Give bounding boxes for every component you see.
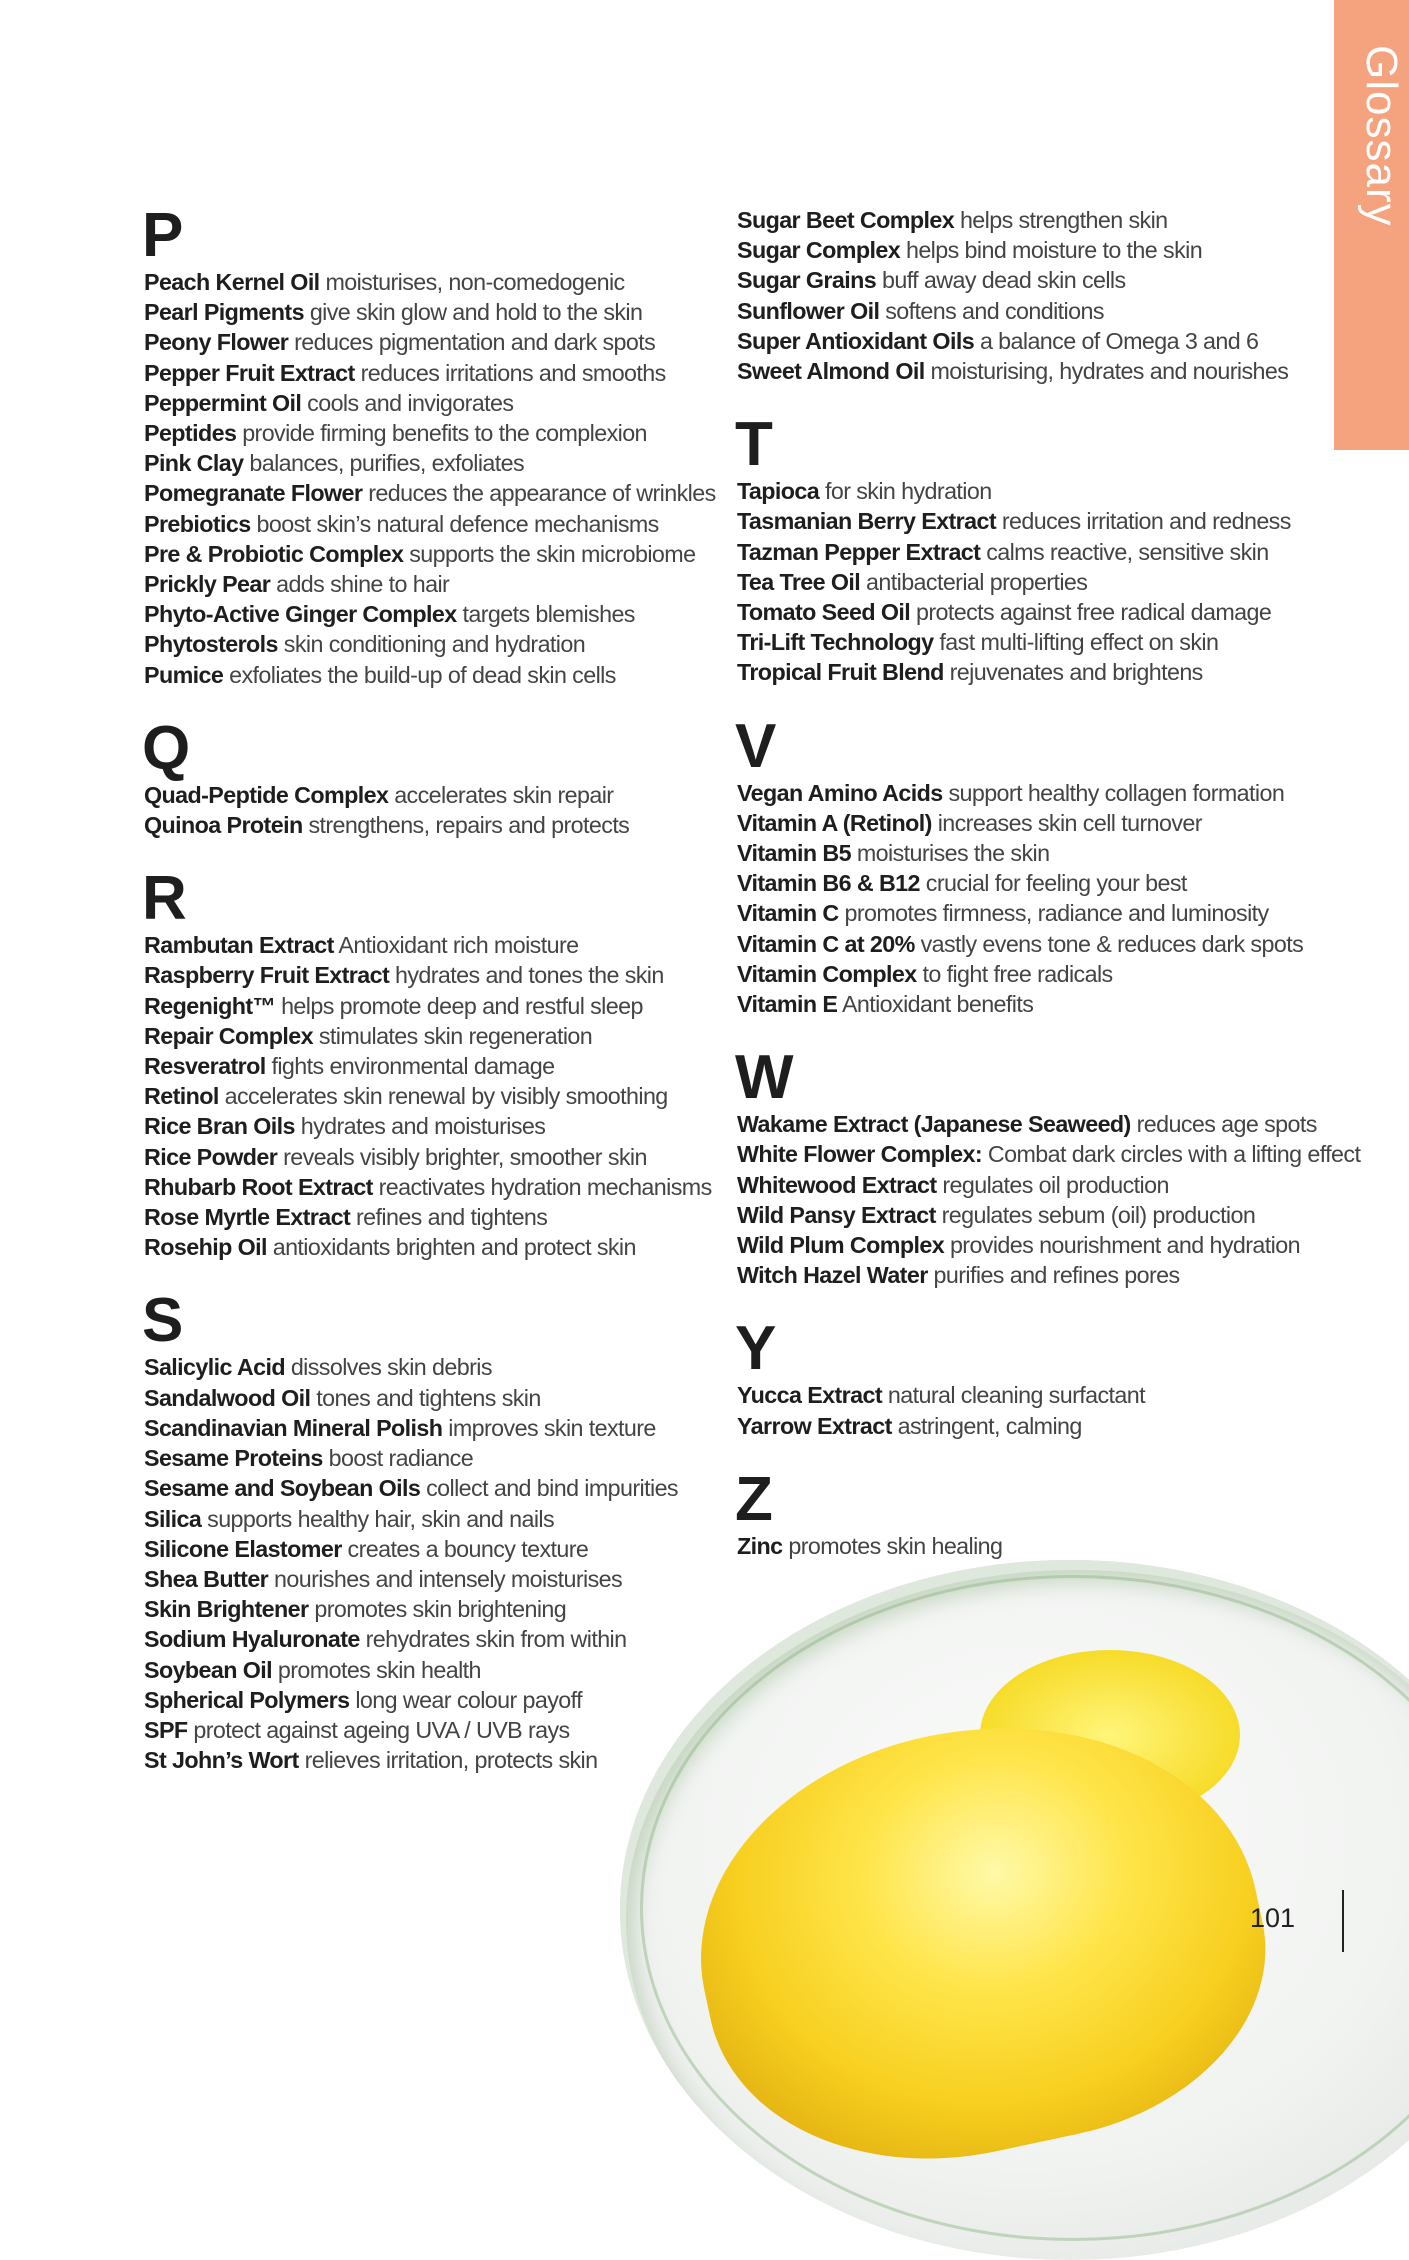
entry-definition: reduces age spots — [1136, 1111, 1317, 1138]
entry-definition: stimulates skin regeneration — [318, 1022, 593, 1049]
glossary-section — [737, 205, 1337, 386]
entry-term: Prebiotics — [144, 510, 251, 537]
entry-term: Quinoa Protein — [144, 812, 303, 839]
glossary-entry — [737, 205, 1337, 235]
entry-definition: dissolves skin debris — [290, 1354, 492, 1381]
entry-term: Soybean Oil — [144, 1656, 273, 1683]
entry-definition: promotes skin health — [277, 1656, 481, 1683]
entry-term: Wild Plum Complex — [737, 1232, 945, 1259]
entry-term: Prickly Pear — [144, 571, 271, 598]
entry-definition: reveals visibly brighter, smoother skin — [283, 1143, 647, 1170]
entry-term: Sweet Almond Oil — [737, 358, 925, 385]
entry-definition: skin conditioning and hydration — [283, 631, 586, 658]
entry-term: Vitamin B5 — [737, 840, 851, 867]
entry-definition: astringent, calming — [897, 1412, 1082, 1439]
glossary-entry — [737, 476, 1337, 506]
entry-definition: hydrates and tones the skin — [395, 962, 664, 989]
section-gap — [144, 840, 744, 868]
entry-definition: a balance of Omega 3 and 6 — [979, 327, 1259, 354]
entry-term: Tasmanian Berry Extract — [737, 508, 996, 535]
glossary-entry — [144, 1383, 744, 1413]
entry-term: Tazman Pepper Extract — [737, 538, 981, 565]
section-gap — [144, 1262, 744, 1290]
entry-term: Sunflower Oil — [737, 297, 880, 324]
glossary-entry — [144, 569, 744, 599]
glossary-entry — [144, 1685, 744, 1715]
glossary-entry — [737, 1170, 1337, 1200]
entry-term: Regenight™ — [144, 992, 276, 1019]
glossary-entry — [144, 509, 744, 539]
glossary-entry — [144, 991, 744, 1021]
entry-definition: protects against free radical damage — [915, 599, 1272, 626]
entry-definition: protect against ageing UVA / UVB rays — [193, 1716, 570, 1743]
entry-definition: balances, purifies, exfoliates — [249, 450, 525, 477]
glossary-entry — [737, 657, 1337, 687]
entry-definition: antibacterial properties — [866, 568, 1088, 595]
glossary-entry — [144, 810, 744, 840]
entry-definition: cools and invigorates — [307, 389, 514, 416]
entry-definition: purifies and refines pores — [933, 1262, 1180, 1289]
glossary-entry — [737, 778, 1337, 808]
entry-definition: creates a bouncy texture — [347, 1535, 589, 1562]
glossary-section — [142, 201, 744, 690]
entry-term: Pearl Pigments — [144, 299, 304, 326]
entry-definition: exfoliates the build-up of dead skin cells — [229, 661, 616, 688]
entry-definition: promotes firmness, radiance and luminosity — [844, 900, 1269, 927]
entry-definition: provide firming benefits to the complexion — [242, 420, 647, 447]
entry-term: Yarrow Extract — [737, 1412, 892, 1439]
glossary-entry — [144, 267, 744, 297]
glossary-entry — [737, 898, 1337, 928]
entry-definition: helps strengthen skin — [959, 207, 1168, 233]
entry-definition: collect and bind impurities — [426, 1475, 678, 1502]
entry-definition: boost radiance — [328, 1445, 474, 1472]
section-gap — [737, 1290, 1337, 1318]
entry-term: Peach Kernel Oil — [144, 269, 320, 295]
entry-term: Sandalwood Oil — [144, 1384, 311, 1411]
entry-definition: reduces irritation and redness — [1001, 508, 1291, 535]
entry-term: Sugar Grains — [737, 267, 877, 294]
entry-term: Zinc — [737, 1532, 783, 1559]
glossary-entry — [144, 1564, 744, 1594]
entry-term: Rambutan Extract — [144, 932, 334, 959]
entry-term: Salicylic Acid — [144, 1354, 285, 1381]
entry-term: Pink Clay — [144, 450, 244, 477]
entry-term: SPF — [144, 1716, 188, 1743]
section-letter: W — [735, 1043, 794, 1113]
glossary-entry — [737, 567, 1337, 597]
entry-term: St John’s Wort — [144, 1747, 299, 1774]
entry-term: Pumice — [144, 661, 224, 688]
entry-term: Super Antioxidant Oils — [737, 327, 975, 354]
glossary-entry — [144, 478, 744, 508]
glossary-entry — [144, 1021, 744, 1051]
glossary-entry — [737, 1200, 1337, 1230]
entry-definition: natural cleaning surfactant — [887, 1382, 1145, 1409]
entry-definition: targets blemishes — [462, 601, 635, 628]
entry-term: Skin Brightener — [144, 1596, 309, 1623]
glossary-entry — [144, 448, 744, 478]
entry-definition: adds shine to hair — [276, 571, 450, 598]
entry-term: Pre & Probiotic Complex — [144, 540, 404, 567]
page-number-rule — [1342, 1890, 1344, 1952]
entry-term: Vitamin B6 & B12 — [737, 870, 920, 897]
entry-term: Peppermint Oil — [144, 389, 302, 416]
glossary-entry — [144, 930, 744, 960]
glossary-entry — [144, 780, 744, 810]
entry-definition: nourishes and intensely moisturises — [274, 1565, 623, 1592]
glossary-entry — [144, 1111, 744, 1141]
entry-term: Rose Myrtle Extract — [144, 1204, 351, 1231]
entry-definition: Antioxidant rich moisture — [338, 932, 579, 959]
entry-definition: reduces the appearance of wrinkles — [368, 480, 716, 507]
glossary-entry — [144, 1504, 744, 1534]
entry-term: Silica — [144, 1505, 202, 1532]
entry-term: Sesame Proteins — [144, 1445, 323, 1472]
section-gap — [737, 1019, 1337, 1047]
entry-definition: accelerates skin renewal by visibly smoothing — [224, 1083, 668, 1110]
glossary-entry — [144, 1051, 744, 1081]
section-letter: V — [735, 711, 777, 781]
glossary-entry — [737, 356, 1337, 386]
glossary-section — [142, 864, 744, 1262]
glossary-entry — [737, 235, 1337, 265]
entry-term: Witch Hazel Water — [737, 1262, 928, 1289]
entry-term: Peptides — [144, 420, 237, 447]
glossary-entry — [737, 1260, 1337, 1290]
glossary-entry — [144, 599, 744, 629]
entry-definition: helps promote deep and restful sleep — [281, 992, 643, 1019]
entry-definition: reduces pigmentation and dark spots — [294, 329, 656, 356]
section-gap — [737, 688, 1337, 716]
entry-term: Repair Complex — [144, 1022, 313, 1049]
page-number: 101 — [1250, 1903, 1296, 1933]
entry-definition: for skin hydration — [824, 478, 992, 505]
entry-term: Sodium Hyaluronate — [144, 1626, 360, 1653]
section-letter: Z — [735, 1464, 773, 1534]
entry-definition: moisturising, hydrates and nourishes — [930, 358, 1289, 385]
entry-definition: supports the skin microbiome — [409, 540, 696, 567]
glossary-entry — [737, 326, 1337, 356]
entry-definition: to fight free radicals — [922, 960, 1113, 987]
glossary-entry — [144, 297, 744, 327]
entry-term: Tropical Fruit Blend — [737, 659, 944, 686]
glossary-entry — [144, 1655, 744, 1685]
glossary-entry — [737, 627, 1337, 657]
glossary-entry — [737, 506, 1337, 536]
entry-term: Vitamin C — [737, 900, 839, 927]
glossary-entry — [737, 868, 1337, 898]
entry-definition: promotes skin brightening — [314, 1596, 567, 1623]
glossary-right-column — [735, 205, 1361, 1561]
entry-term: Retinol — [144, 1083, 219, 1110]
entry-term: Rice Powder — [144, 1143, 278, 1170]
entry-term: Vitamin A (Retinol) — [737, 809, 932, 836]
entry-definition: rejuvenates and brightens — [949, 659, 1203, 686]
entry-definition: helps bind moisture to the skin — [905, 237, 1203, 264]
entry-definition: Combat dark circles with a lifting effect — [987, 1141, 1361, 1168]
glossary-entry — [144, 1624, 744, 1654]
glossary-entry — [144, 418, 744, 448]
glossary-section — [735, 1043, 1361, 1290]
entry-definition: rehydrates skin from within — [365, 1626, 627, 1653]
section-letter: T — [735, 410, 773, 480]
glossary-entry — [144, 1142, 744, 1172]
entry-term: Vitamin C at 20% — [737, 930, 915, 957]
entry-definition: softens and conditions — [885, 297, 1104, 324]
entry-definition: moisturises the skin — [856, 840, 1050, 867]
section-gap — [737, 1441, 1337, 1469]
entry-definition: vastly evens tone & reduces dark spots — [920, 930, 1304, 957]
entry-term: Resveratrol — [144, 1053, 266, 1080]
section-gap — [144, 690, 744, 718]
section-letter: Y — [735, 1314, 777, 1384]
entry-term: Raspberry Fruit Extract — [144, 962, 390, 989]
glossary-entry — [737, 838, 1337, 868]
glossary-entry — [737, 989, 1337, 1019]
glossary-entry — [144, 1443, 744, 1473]
glossary-section — [735, 1314, 1337, 1440]
section-letter: S — [142, 1286, 184, 1356]
entry-term: Phyto-Active Ginger Complex — [144, 601, 457, 628]
entry-definition: reduces irritations and smooths — [360, 359, 666, 386]
glossary-entry — [737, 1531, 1337, 1561]
glossary-entry — [144, 1594, 744, 1624]
glossary-entry — [737, 1139, 1361, 1169]
entry-term: Sesame and Soybean Oils — [144, 1475, 421, 1502]
entry-definition: long wear colour payoff — [355, 1686, 582, 1713]
entry-definition: improves skin texture — [448, 1414, 656, 1441]
entry-definition: give skin glow and hold to the skin — [309, 299, 643, 326]
glossary-section — [735, 1464, 1337, 1561]
glossary-entry — [144, 1534, 744, 1564]
entry-term: Rosehip Oil — [144, 1234, 267, 1261]
entry-definition: antioxidants brighten and protect skin — [272, 1234, 636, 1261]
glossary-entry — [144, 358, 744, 388]
entry-term: Silicone Elastomer — [144, 1535, 342, 1562]
entry-definition: hydrates and moisturises — [300, 1113, 546, 1140]
glossary-entry — [144, 539, 744, 569]
entry-term: Spherical Polymers — [144, 1686, 350, 1713]
entry-term: Pepper Fruit Extract — [144, 359, 355, 386]
glossary-entry — [737, 1230, 1337, 1260]
glossary-entry — [144, 660, 744, 690]
glossary-entry — [737, 597, 1337, 627]
entry-definition: support healthy collagen formation — [948, 779, 1285, 806]
entry-definition: provides nourishment and hydration — [949, 1232, 1300, 1259]
glossary-entry — [737, 296, 1337, 326]
glossary-section — [735, 410, 1337, 687]
entry-term: Wild Pansy Extract — [737, 1201, 936, 1228]
entry-definition: tones and tightens skin — [316, 1384, 541, 1411]
entry-definition: accelerates skin repair — [394, 781, 614, 808]
section-letter: R — [142, 864, 187, 934]
glossary-entry — [144, 960, 744, 990]
glossary-entry — [144, 1715, 744, 1745]
entry-term: Tapioca — [737, 478, 820, 505]
glossary-section — [142, 1286, 744, 1775]
section-letter: P — [142, 201, 184, 270]
entry-term: Shea Butter — [144, 1565, 269, 1592]
glossary-entry — [737, 1109, 1337, 1139]
glossary-entry — [737, 959, 1337, 989]
entry-term: Tri-Lift Technology — [737, 629, 934, 656]
entry-term: Rice Bran Oils — [144, 1113, 295, 1140]
entry-term: White Flower Complex: — [737, 1141, 982, 1168]
entry-term: Tomato Seed Oil — [737, 599, 911, 626]
glossary-entry — [737, 1411, 1337, 1441]
entry-term: Quad-Peptide Complex — [144, 781, 389, 808]
glossary-left-column — [142, 201, 744, 1775]
glossary-section — [735, 711, 1337, 1020]
entry-definition: reactivates hydration mechanisms — [378, 1173, 712, 1200]
glossary-entry — [144, 1352, 744, 1382]
entry-term: Vitamin E — [737, 991, 838, 1018]
entry-term: Vitamin Complex — [737, 960, 917, 987]
entry-definition: strengthens, repairs and protects — [308, 812, 630, 839]
entry-definition: crucial for feeling your best — [925, 870, 1187, 897]
entry-term: Whitewood Extract — [737, 1171, 937, 1198]
entry-definition: relieves irritation, protects skin — [304, 1747, 598, 1774]
glossary-entry — [737, 929, 1337, 959]
entry-term: Sugar Complex — [737, 237, 901, 264]
glossary-entry — [144, 1232, 744, 1262]
glossary-entry — [144, 1413, 744, 1443]
section-gap — [737, 386, 1337, 414]
entry-definition: supports healthy hair, skin and nails — [207, 1505, 555, 1532]
glossary-entry — [144, 327, 744, 357]
glossary-entry — [737, 1380, 1337, 1410]
entry-definition: moisturises, non-comedogenic — [325, 269, 625, 295]
glossary-entry — [144, 1172, 744, 1202]
entry-term: Tea Tree Oil — [737, 568, 861, 595]
entry-definition: regulates sebum (oil) production — [941, 1201, 1256, 1228]
entry-definition: refines and tightens — [356, 1204, 548, 1231]
entry-term: Sugar Beet Complex — [737, 207, 955, 233]
entry-definition: boost skin’s natural defence mechanisms — [256, 510, 659, 537]
entry-term: Yucca Extract — [737, 1382, 883, 1409]
entry-definition: regulates oil production — [942, 1171, 1169, 1198]
glossary-tab-label: Glossary — [1357, 45, 1406, 227]
entry-term: Pomegranate Flower — [144, 480, 363, 507]
glossary-entry — [144, 388, 744, 418]
glossary-entry — [144, 1473, 744, 1503]
glossary-entry — [144, 629, 744, 659]
glossary-entry — [737, 808, 1337, 838]
entry-definition: fast multi-lifting effect on skin — [939, 629, 1219, 656]
entry-definition: Antioxidant benefits — [841, 991, 1034, 1018]
glossary-entry — [737, 265, 1337, 295]
entry-term: Wakame Extract (Japanese Seaweed) — [737, 1111, 1131, 1138]
entry-term: Peony Flower — [144, 329, 289, 356]
section-letter: Q — [142, 713, 191, 783]
entry-term: Vegan Amino Acids — [737, 779, 943, 806]
entry-term: Rhubarb Root Extract — [144, 1173, 373, 1200]
entry-definition: promotes skin healing — [788, 1532, 1003, 1559]
glossary-entry — [144, 1745, 744, 1775]
entry-term: Scandinavian Mineral Polish — [144, 1414, 443, 1441]
glossary-section — [142, 713, 744, 840]
entry-definition: fights environmental damage — [271, 1053, 555, 1080]
entry-definition: buff away dead skin cells — [881, 267, 1126, 294]
glossary-entry — [144, 1202, 744, 1232]
glossary-entry — [144, 1081, 744, 1111]
entry-definition: increases skin cell turnover — [937, 809, 1202, 836]
entry-term: Phytosterols — [144, 631, 278, 658]
entry-definition: calms reactive, sensitive skin — [986, 538, 1269, 565]
glossary-entry — [737, 537, 1337, 567]
